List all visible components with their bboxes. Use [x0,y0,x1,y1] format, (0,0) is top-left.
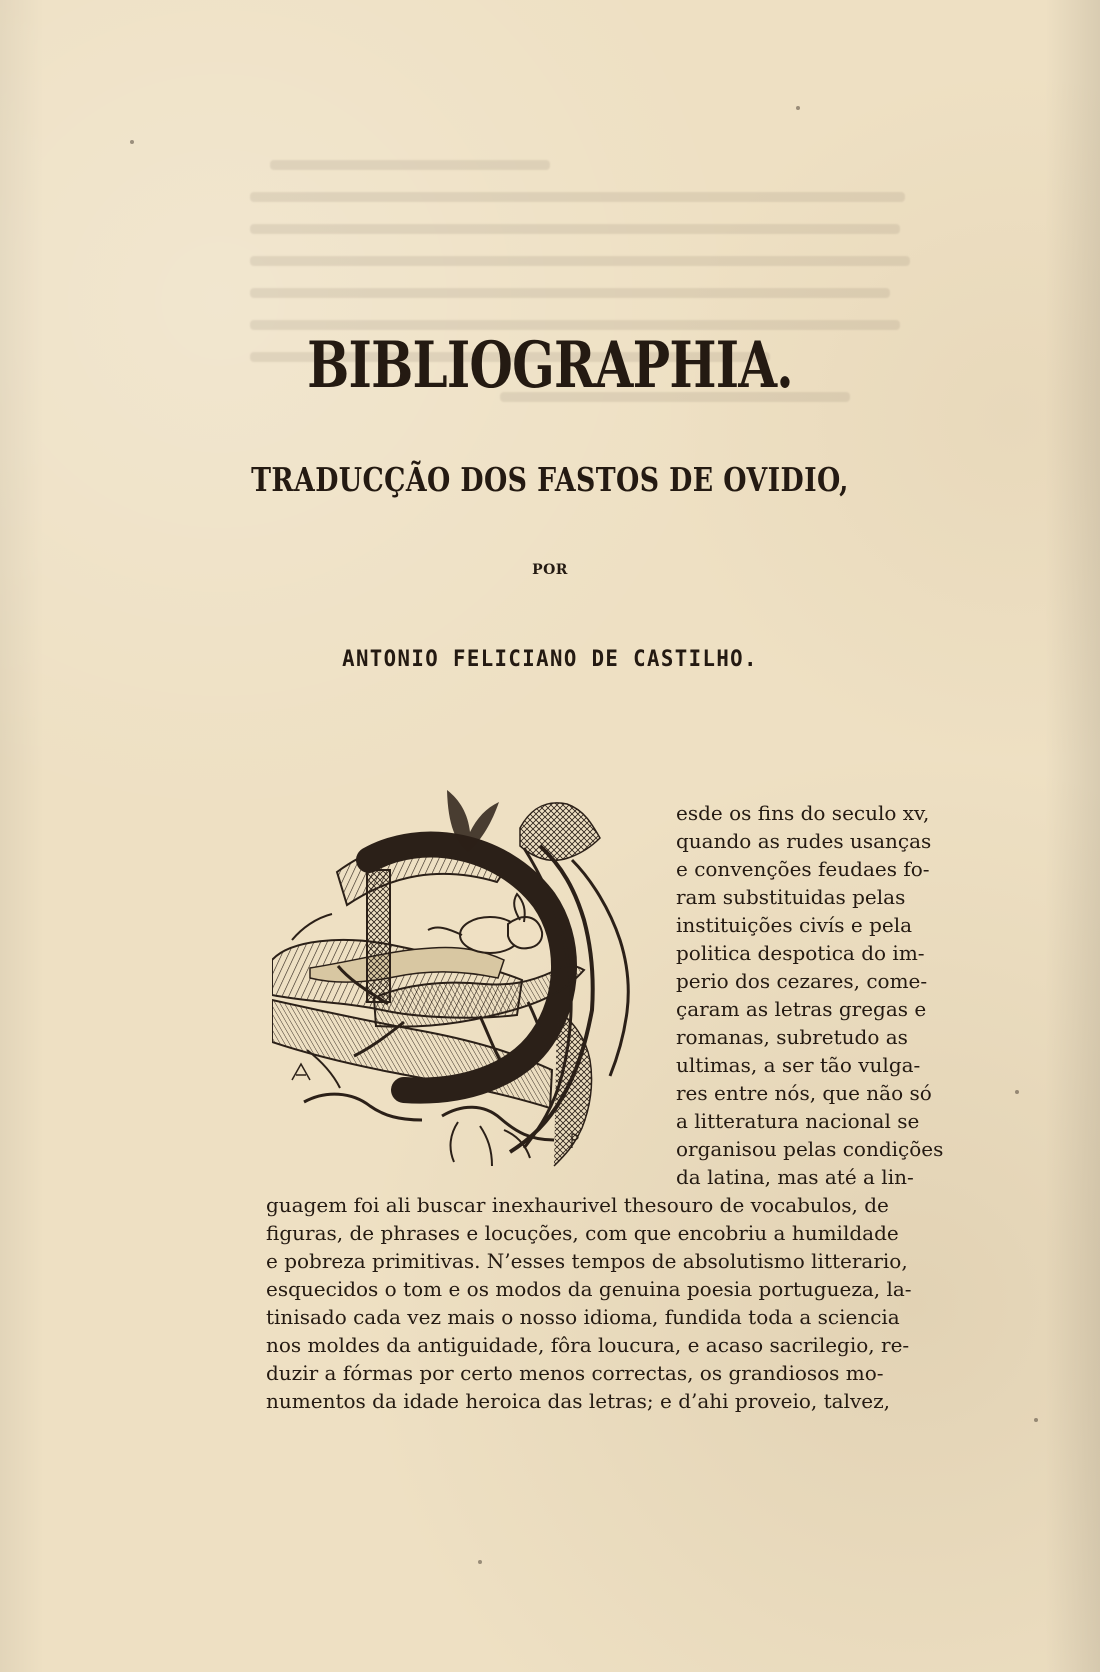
body-line-full: nos moldes da antiguidade, fôra loucura, e acaso sacrilegio, re- [266,1333,910,1357]
body-line-right: esde os fins do seculo xv, [676,801,930,825]
body-line-full: tinisado cada vez mais o nosso idioma, fundida toda a sciencia [266,1305,900,1329]
bleed-line [270,160,550,170]
bleed-line [250,224,900,234]
body-line-full: e pobreza primitivas. N’esses tempos de absolutismo litterario, [266,1249,908,1273]
paper-speck [478,1560,482,1564]
subtitle: TRADUCÇÃO DOS FASTOS DE OVIDIO, [251,460,849,499]
bleed-line [250,288,890,298]
body-line-right: romanas, subretudo as [676,1025,908,1049]
body-line-right: quando as rudes usanças [676,829,932,853]
paper-speck [1015,1090,1019,1094]
body-line-right: a litteratura nacional se [676,1109,920,1133]
body-line-right: çaram as letras gregas e [676,997,927,1021]
bleed-line [250,192,905,202]
body-line-right: perio dos cezares, come- [676,969,928,993]
by-label: POR [532,562,568,578]
engraved-initial-d-illustration [272,790,662,1170]
body-line-full: figuras, de phrases e locuções, com que encobriu a humildade [266,1221,899,1245]
body-line-right: e convenções feudaes fo- [676,857,930,881]
page-title: BIBLIOGRAPHIA. [307,328,793,403]
body-line-full: esquecidos o tom e os modos da genuina poesia portugueza, la- [266,1277,912,1301]
body-line-right: da latina, mas até a lin- [676,1165,914,1189]
body-line-full: numentos da idade heroica das letras; e d’ahi proveio, talvez, [266,1389,890,1413]
body-line-right: politica despotica do im- [676,941,925,965]
author-name: ANTONIO FELICIANO DE CASTILHO. [342,647,758,672]
paper-speck [1034,1418,1038,1422]
body-line-right: ram substituidas pelas [676,885,906,909]
illustration-group [272,790,628,1166]
body-line-right: organisou pelas condições [676,1137,944,1161]
paper-speck [796,106,800,110]
body-line-full: guagem foi ali buscar inexhaurivel thesouro de vocabulos, de [266,1193,889,1217]
body-line-right: res entre nós, que não só [676,1081,932,1105]
body-line-right: instituições civís e pela [676,913,913,937]
paper-speck [130,140,134,144]
body-line-right: ultimas, a ser tão vulga- [676,1053,921,1077]
body-line-full: duzir a fórmas por certo menos correctas, os grandiosos mo- [266,1361,884,1385]
bleed-line [250,256,910,266]
